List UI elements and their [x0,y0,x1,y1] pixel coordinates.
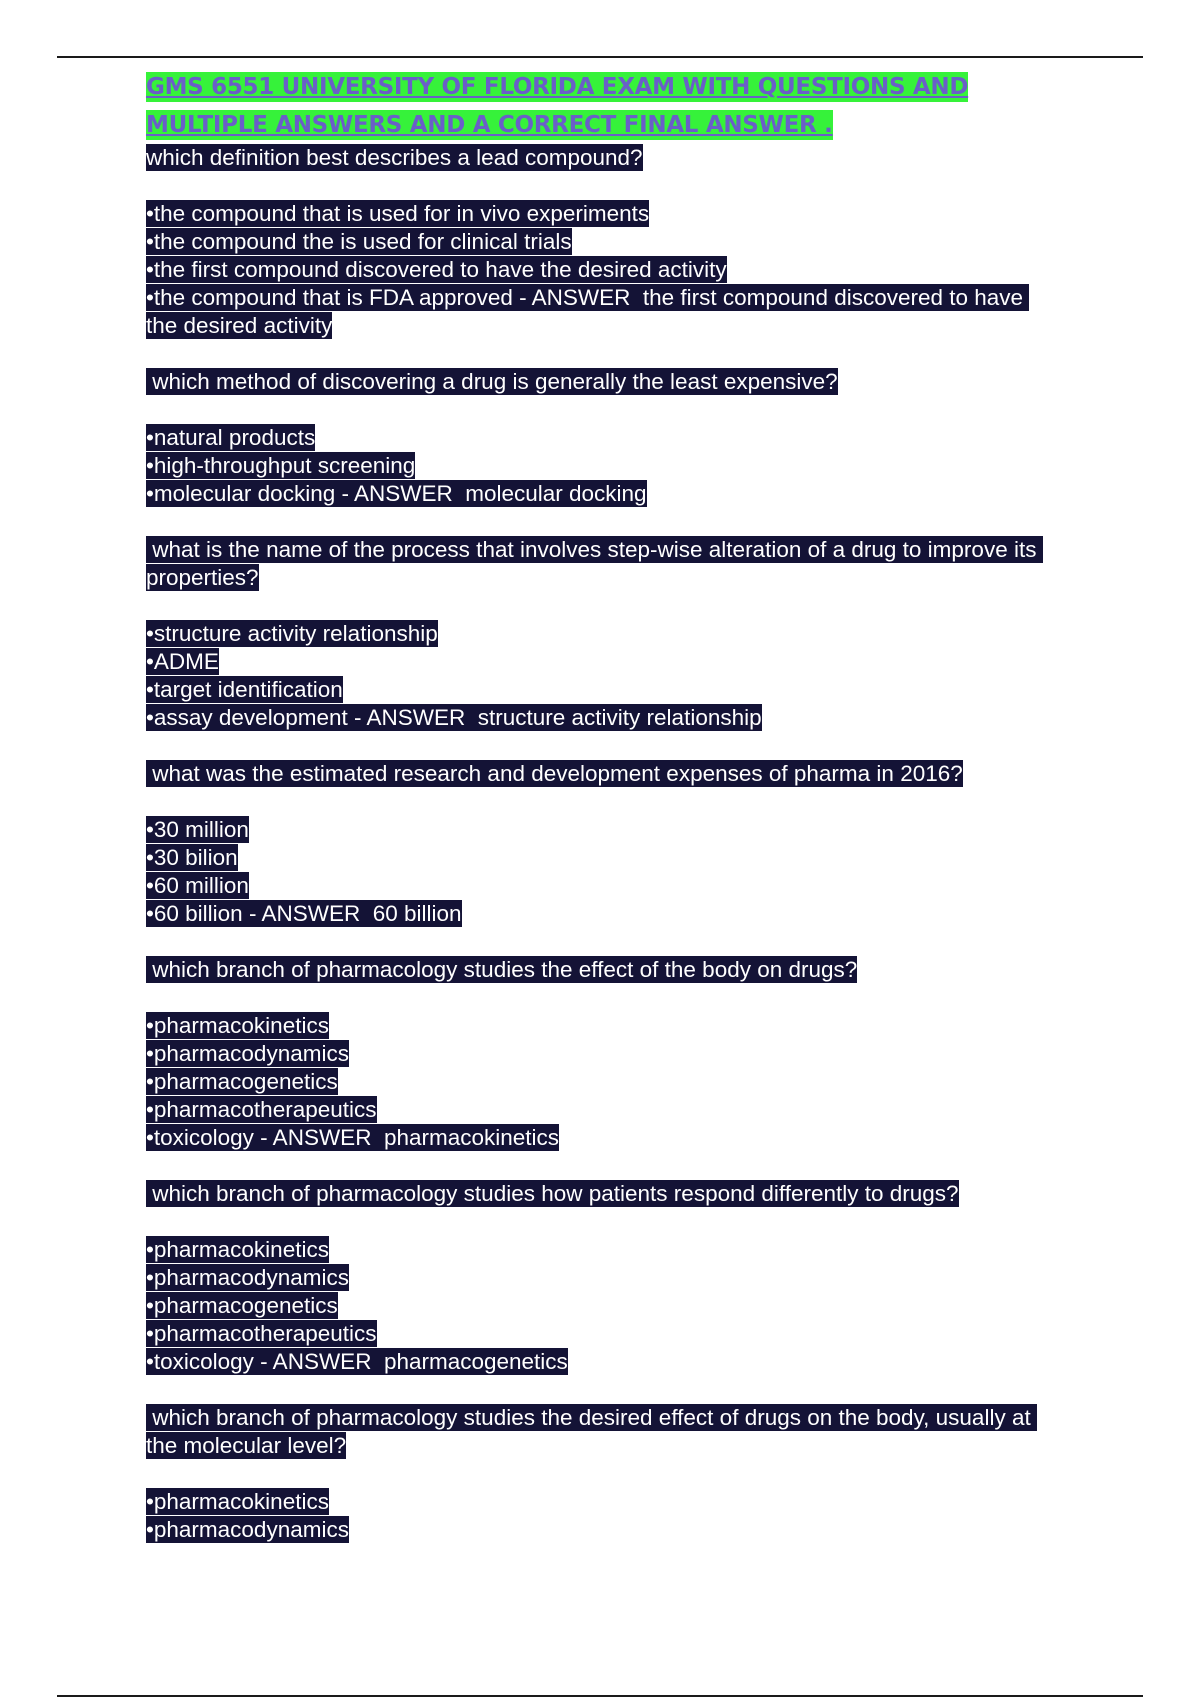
question-spacer [146,592,1046,620]
answer-option-highlight: •pharmacokinetics [146,1013,329,1038]
answer-option-highlight: •pharmacokinetics [146,1489,329,1514]
answer-option [146,676,1046,704]
answer-option-highlight: •pharmacogenetics [146,1293,338,1318]
question-spacer [146,788,1046,816]
question-text [146,1180,1046,1208]
answer-option [146,424,1046,452]
answer-option [146,200,1046,228]
answer-option-highlight: •pharmacotherapeutics [146,1097,377,1122]
answer-option [146,1320,1046,1348]
question-text-highlight: which definition best describes a lead compound? [146,145,643,170]
question-block [146,1404,1046,1544]
answer-option [146,1488,1046,1516]
answer-option [146,1124,1046,1152]
question-spacer [146,172,1046,200]
answer-option-highlight: •pharmacogenetics [146,1069,338,1094]
answer-option-highlight: •pharmacodynamics [146,1265,349,1290]
block-spacer [146,928,1046,956]
question-text-highlight: which branch of pharmacology studies how patients respond differently to drugs? [146,1181,959,1206]
answer-option [146,872,1046,900]
header-rule [57,56,1143,58]
document-body [146,68,1046,1544]
answer-option [146,1516,1046,1544]
answer-option-highlight: •toxicology - ANSWER pharmacogenetics [146,1349,568,1374]
answer-option-highlight: •the compound that is used for in vivo experiments [146,201,650,226]
block-spacer [146,508,1046,536]
question-text-highlight: which branch of pharmacology studies the desired effect of drugs on the body, usually at the molecular level? [146,1405,1037,1458]
answer-option [146,1012,1046,1040]
question-text-highlight: what was the estimated research and development expenses of pharma in 2016? [146,761,963,786]
question-spacer [146,984,1046,1012]
answer-option [146,1068,1046,1096]
footer-rule [57,1695,1143,1697]
answer-option-highlight: •the first compound discovered to have the desired activity [146,257,727,282]
answer-option [146,1040,1046,1068]
answer-option [146,620,1046,648]
answer-option-highlight: •pharmacotherapeutics [146,1321,377,1346]
question-block [146,956,1046,1152]
question-text [146,368,1046,396]
answer-option [146,256,1046,284]
answer-option [146,704,1046,732]
question-text [146,956,1046,984]
answer-option [146,1236,1046,1264]
question-text-highlight: which branch of pharmacology studies the effect of the body on drugs? [146,957,858,982]
question-text [146,144,1046,172]
answer-option-highlight: •assay development - ANSWER structure activity relationship [146,705,762,730]
answer-option [146,900,1046,928]
question-text-highlight: which method of discovering a drug is generally the least expensive? [146,369,838,394]
question-spacer [146,396,1046,424]
document-title-text: GMS 6551 UNIVERSITY OF FLORIDA EXAM WITH QUESTIONS AND MULTIPLE ANSWERS AND A CORRECT FINAL ANSWER . [146,74,969,138]
answer-option-highlight: •target identification [146,677,343,702]
answer-option [146,1264,1046,1292]
question-block [146,760,1046,928]
answer-option-highlight: •pharmacodynamics [146,1041,349,1066]
answer-option [146,816,1046,844]
question-block [146,536,1046,732]
answer-option-highlight: •30 bilion [146,845,238,870]
question-block [146,144,1046,340]
answer-option [146,1096,1046,1124]
answer-option [146,284,1046,340]
answer-option-highlight: •the compound the is used for clinical trials [146,229,572,254]
question-block [146,368,1046,508]
answer-option-highlight: •high-throughput screening [146,453,416,478]
answer-option-highlight: •natural products [146,425,316,450]
answer-option [146,844,1046,872]
answer-option-highlight: •pharmacodynamics [146,1517,349,1542]
answer-option [146,228,1046,256]
answer-option-highlight: •pharmacokinetics [146,1237,329,1262]
question-spacer [146,1460,1046,1488]
answer-option-highlight: •toxicology - ANSWER pharmacokinetics [146,1125,560,1150]
answer-option [146,1292,1046,1320]
block-spacer [146,732,1046,760]
answer-option-highlight: •ADME [146,649,219,674]
answer-option [146,648,1046,676]
question-block [146,1180,1046,1376]
question-text-highlight: what is the name of the process that involves step-wise alteration of a drug to improve its properties? [146,537,1043,590]
answer-option [146,480,1046,508]
answer-option-highlight: •structure activity relationship [146,621,438,646]
block-spacer [146,1152,1046,1180]
answer-option-highlight: •the compound that is FDA approved - ANSWER the first compound discovered to have the desired activity [146,285,1030,338]
question-spacer [146,1208,1046,1236]
answer-option-highlight: •molecular docking - ANSWER molecular docking [146,481,647,506]
question-text [146,1404,1046,1460]
answer-option [146,452,1046,480]
answer-option-highlight: •60 billion - ANSWER 60 billion [146,901,462,926]
block-spacer [146,1376,1046,1404]
block-spacer [146,340,1046,368]
question-text [146,760,1046,788]
document-title [146,68,1046,144]
answer-option-highlight: •30 million [146,817,249,842]
question-text [146,536,1046,592]
question-list [146,144,1046,1544]
answer-option [146,1348,1046,1376]
answer-option-highlight: •60 million [146,873,249,898]
